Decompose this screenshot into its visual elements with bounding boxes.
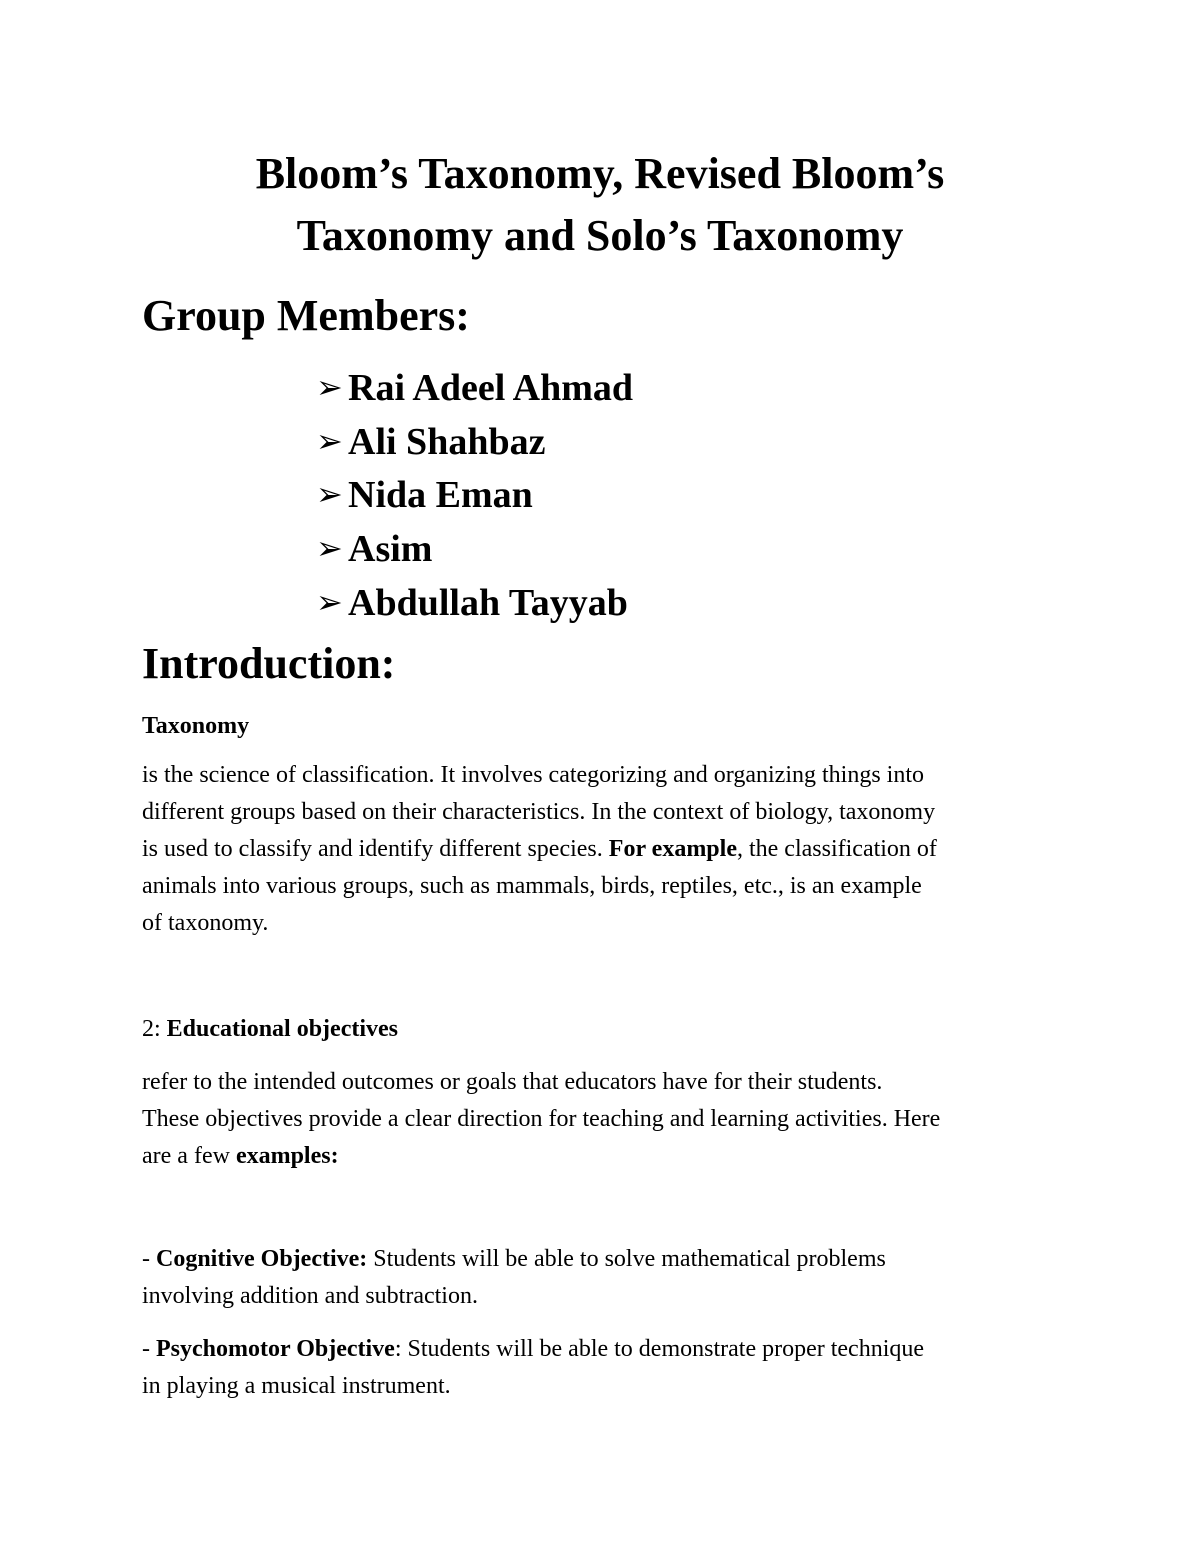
arrow-bullet-icon: ➢: [316, 582, 343, 621]
educational-objectives-heading: 2: Educational objectives: [142, 1016, 398, 1042]
list-item: ➢ Abdullah Tayyab: [316, 576, 633, 630]
list-item: ➢ Asim: [316, 522, 633, 576]
arrow-bullet-icon: ➢: [316, 529, 343, 568]
group-members-list: [316, 361, 633, 630]
arrow-bullet-icon: ➢: [316, 421, 343, 460]
taxonomy-heading: Taxonomy: [142, 713, 250, 739]
arrow-bullet-icon: ➢: [316, 475, 343, 514]
cognitive-objective: - Cognitive Objective: Students will be able to solve mathematical problems involving addition and subtraction.: [142, 1246, 886, 1309]
arrow-bullet-icon: ➢: [316, 368, 343, 406]
list-item: ➢ Nida Eman: [316, 468, 633, 522]
title-line-2: Taxonomy and Solo’s Taxonomy: [296, 211, 904, 260]
list-item: ➢ Ali Shahbaz: [316, 415, 633, 469]
introduction-heading: Introduction:: [142, 639, 396, 688]
psychomotor-objective: - Psychomotor Objective: Students will be able to demonstrate proper technique in playing a musical instrument.: [142, 1336, 925, 1399]
group-members-heading: Group Members:: [142, 291, 470, 340]
title-line-1: Bloom’s Taxonomy, Revised Bloom’s: [255, 149, 945, 198]
document-title: [0, 143, 1200, 267]
list-item: ➢ Rai Adeel Ahmad: [316, 361, 633, 415]
taxonomy-paragraph: is the science of classification. It involves categorizing and organizing things into different groups based on their characteristics. In the context of biology, taxonomy is used to classify and identify different species. For example, the classification of animals into various groups, such as mammals, birds, reptiles, etc., is an example of taxonomy.: [142, 762, 937, 936]
objectives-paragraph: refer to the intended outcomes or goals that educators have for their students. These objectives provide a clear direction for teaching and learning activities. Here are a few examples:: [142, 1069, 941, 1169]
